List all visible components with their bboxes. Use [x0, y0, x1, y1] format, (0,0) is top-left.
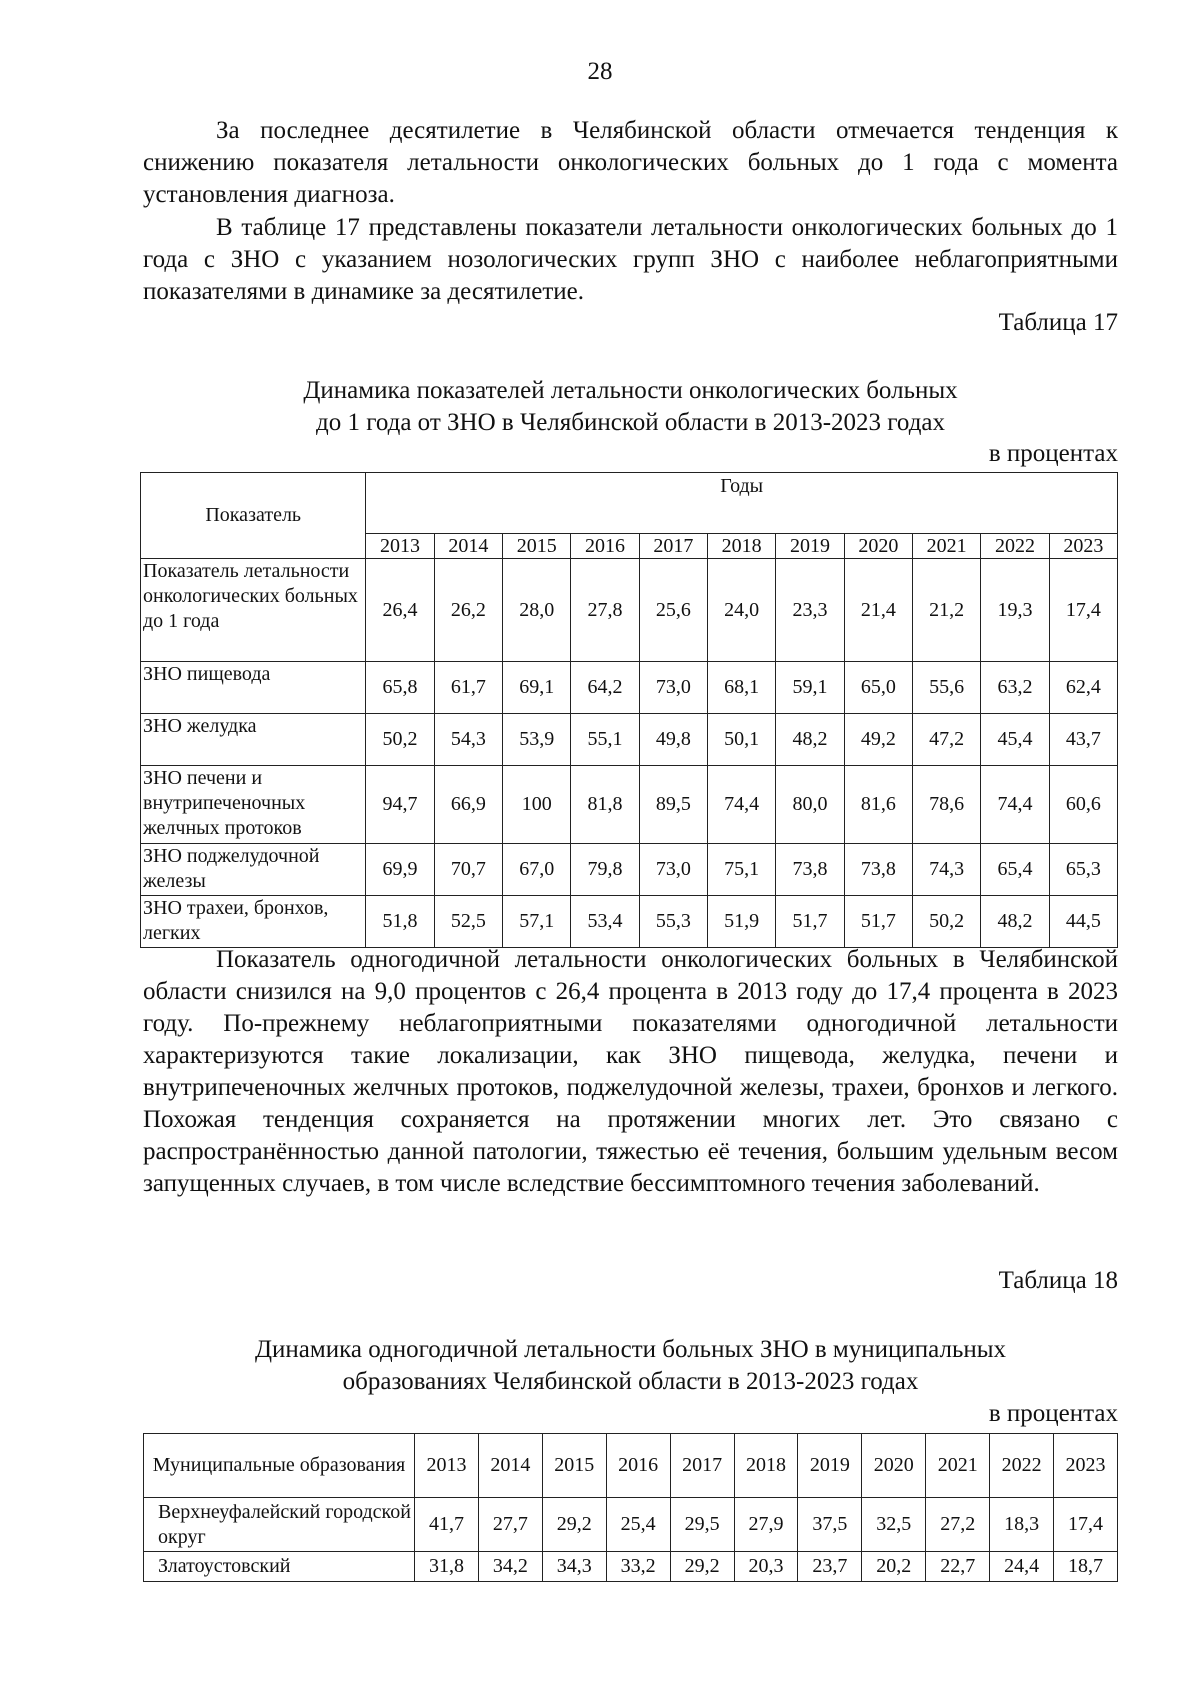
year-header: 2013	[415, 1434, 479, 1498]
year-header: 2023	[1049, 534, 1117, 559]
table-row	[141, 896, 1118, 948]
table-cell: 18,3	[990, 1498, 1054, 1552]
table-cell: 55,3	[639, 896, 707, 948]
table-18-caption-line1: Динамика одногодичной летальности больных ЗНО в муниципальных	[254, 1336, 1007, 1363]
table-row	[141, 662, 1118, 714]
table-row	[141, 844, 1118, 896]
year-header: 2018	[708, 534, 776, 559]
table-cell: 47,2	[913, 714, 981, 766]
table-cell: 67,0	[503, 844, 571, 896]
table-cell: 21,2	[913, 559, 981, 662]
table-cell: 17,4	[1054, 1498, 1118, 1552]
table-17-units: в процентах	[988, 440, 1118, 467]
table-cell: 81,6	[844, 766, 912, 844]
year-header: 2021	[926, 1434, 990, 1498]
table-cell: 51,7	[776, 896, 844, 948]
table-cell: 25,4	[606, 1498, 670, 1552]
table-row	[144, 1552, 1118, 1582]
table-18-label: Таблица 18	[998, 1267, 1118, 1294]
year-header: 2019	[798, 1434, 862, 1498]
table-cell: 43,7	[1049, 714, 1117, 766]
year-header: 2016	[606, 1434, 670, 1498]
table-cell: 24,0	[708, 559, 776, 662]
year-header: 2018	[734, 1434, 798, 1498]
table-18-header-row	[144, 1434, 1118, 1498]
table-cell: 18,7	[1054, 1552, 1118, 1582]
table-cell: 81,8	[571, 766, 639, 844]
table-cell: 65,0	[844, 662, 912, 714]
table-cell: 29,2	[542, 1498, 606, 1552]
table-cell: 28,0	[503, 559, 571, 662]
paragraph-table17-intro: В таблице 17 представлены показатели летальности онкологических больных до 1 года с ЗНО с указанием нозологических групп ЗНО с наиболее неблагоприятными показателями в динамике за десятилетие.	[143, 214, 1118, 305]
table-cell: 65,3	[1049, 844, 1117, 896]
year-header: 2023	[1054, 1434, 1118, 1498]
year-header: 2017	[639, 534, 707, 559]
table-cell: 48,2	[776, 714, 844, 766]
table-cell: 26,4	[366, 559, 434, 662]
table-cell: 49,2	[844, 714, 912, 766]
table-cell: 27,2	[926, 1498, 990, 1552]
row-label: Показатель летальности онкологических больных до 1 года	[141, 559, 366, 662]
table-cell: 33,2	[606, 1552, 670, 1582]
table-cell: 73,8	[844, 844, 912, 896]
year-header: 2017	[670, 1434, 734, 1498]
table-cell: 80,0	[776, 766, 844, 844]
table-cell: 73,0	[639, 844, 707, 896]
table-cell: 17,4	[1049, 559, 1117, 662]
table-cell: 19,3	[981, 559, 1049, 662]
table-cell: 20,2	[862, 1552, 926, 1582]
table-cell: 65,4	[981, 844, 1049, 896]
table-cell: 27,9	[734, 1498, 798, 1552]
table-cell: 53,4	[571, 896, 639, 948]
year-header: 2022	[990, 1434, 1054, 1498]
year-header: 2015	[542, 1434, 606, 1498]
row-label: ЗНО пищевода	[141, 662, 366, 714]
table-cell: 54,3	[434, 714, 502, 766]
paragraph-analysis: Показатель одногодичной летальности онкологических больных в Челябинской области снизился на 9,0 процентов с 26,4 процента в 2013 году до 17,4 процента в 2023 году. По-прежнему неблагоприятными показателями одногодичной летальности характеризуются такие локализации, как ЗНО пищевода, желудка, печени и внутрипеченочных желчных протоков, поджелудочной железы, трахеи, бронхов и легкого. Похожая тенденция сохраняется на протяжении многих лет. Это связано с распространённостью данной патологии, тяжестью её течения, большим удельным весом запущенных случаев, в том числе вследствие бессимптомного течения заболеваний.	[143, 946, 1118, 1197]
table-cell: 26,2	[434, 559, 502, 662]
table-cell: 27,8	[571, 559, 639, 662]
table-cell: 34,3	[542, 1552, 606, 1582]
table-cell: 51,8	[366, 896, 434, 948]
table-cell: 52,5	[434, 896, 502, 948]
year-header: 2019	[776, 534, 844, 559]
table-cell: 57,1	[503, 896, 571, 948]
table-cell: 24,4	[990, 1552, 1054, 1582]
table-cell: 50,2	[366, 714, 434, 766]
table-cell: 78,6	[913, 766, 981, 844]
row-label: ЗНО печени и внутрипеченочных желчных протоков	[141, 766, 366, 844]
table-18-caption	[143, 1334, 1118, 1398]
year-header: 2014	[434, 534, 502, 559]
table-cell: 20,3	[734, 1552, 798, 1582]
table-cell: 22,7	[926, 1552, 990, 1582]
row-label: Златоустовский	[144, 1552, 415, 1582]
table-row	[141, 559, 1118, 662]
year-header: 2013	[366, 534, 434, 559]
table-cell: 49,8	[639, 714, 707, 766]
table-row	[144, 1498, 1118, 1552]
table-17-caption-line2: до 1 года от ЗНО в Челябинской области в 2013-2023 годах	[315, 409, 946, 436]
table-cell: 68,1	[708, 662, 776, 714]
table-cell: 44,5	[1049, 896, 1117, 948]
table-18-caption-line2: образованиях Челябинской области в 2013-2023 годах	[342, 1368, 919, 1395]
table-cell: 29,2	[670, 1552, 734, 1582]
table-cell: 79,8	[571, 844, 639, 896]
table-cell: 34,2	[478, 1552, 542, 1582]
page-number: 28	[587, 58, 613, 85]
table-cell: 29,5	[670, 1498, 734, 1552]
table-cell: 51,9	[708, 896, 776, 948]
year-header: 2020	[844, 534, 912, 559]
year-header: 2020	[862, 1434, 926, 1498]
year-header: 2016	[571, 534, 639, 559]
row-label: ЗНО трахеи, бронхов, легких	[141, 896, 366, 948]
table-17-header-years: Годы	[366, 473, 1118, 534]
row-label: Верхнеуфалейский городской округ	[144, 1498, 415, 1552]
table-cell: 50,1	[708, 714, 776, 766]
table-17-label: Таблица 17	[998, 309, 1118, 336]
table-cell: 62,4	[1049, 662, 1117, 714]
table-cell: 75,1	[708, 844, 776, 896]
table-cell: 60,6	[1049, 766, 1117, 844]
table-cell: 45,4	[981, 714, 1049, 766]
table-18-units: в процентах	[988, 1400, 1118, 1427]
year-header: 2015	[503, 534, 571, 559]
table-18-header-label: Муниципальные образования	[144, 1434, 415, 1498]
table-cell: 55,6	[913, 662, 981, 714]
table-cell: 63,2	[981, 662, 1049, 714]
table-17	[140, 472, 1118, 948]
row-label: ЗНО желудка	[141, 714, 366, 766]
table-cell: 27,7	[478, 1498, 542, 1552]
table-cell: 55,1	[571, 714, 639, 766]
table-row	[141, 714, 1118, 766]
table-cell: 94,7	[366, 766, 434, 844]
table-cell: 61,7	[434, 662, 502, 714]
year-header: 2022	[981, 534, 1049, 559]
paragraph-intro: За последнее десятилетие в Челябинской области отмечается тенденция к снижению показателя летальности онкологических больных до 1 года с момента установления диагноза.	[143, 117, 1118, 208]
table-cell: 89,5	[639, 766, 707, 844]
table-cell: 73,8	[776, 844, 844, 896]
table-18	[143, 1433, 1118, 1582]
table-cell: 65,8	[366, 662, 434, 714]
table-cell: 69,9	[366, 844, 434, 896]
table-cell: 23,3	[776, 559, 844, 662]
table-cell: 48,2	[981, 896, 1049, 948]
table-cell: 70,7	[434, 844, 502, 896]
table-cell: 31,8	[415, 1552, 479, 1582]
table-cell: 100	[503, 766, 571, 844]
year-header: 2021	[913, 534, 981, 559]
table-cell: 74,3	[913, 844, 981, 896]
table-cell: 21,4	[844, 559, 912, 662]
table-cell: 74,4	[708, 766, 776, 844]
table-cell: 41,7	[415, 1498, 479, 1552]
table-17-caption	[143, 375, 1118, 439]
table-cell: 66,9	[434, 766, 502, 844]
table-cell: 50,2	[913, 896, 981, 948]
table-cell: 73,0	[639, 662, 707, 714]
table-cell: 59,1	[776, 662, 844, 714]
table-17-header-indicator: Показатель	[141, 473, 366, 559]
table-cell: 23,7	[798, 1552, 862, 1582]
table-cell: 69,1	[503, 662, 571, 714]
table-cell: 51,7	[844, 896, 912, 948]
table-17-caption-line1: Динамика показателей летальности онкологических больных	[303, 377, 958, 404]
table-cell: 53,9	[503, 714, 571, 766]
year-header: 2014	[478, 1434, 542, 1498]
table-cell: 32,5	[862, 1498, 926, 1552]
table-cell: 25,6	[639, 559, 707, 662]
row-label: ЗНО поджелудочной железы	[141, 844, 366, 896]
table-cell: 64,2	[571, 662, 639, 714]
table-cell: 74,4	[981, 766, 1049, 844]
table-row	[141, 766, 1118, 844]
table-cell: 37,5	[798, 1498, 862, 1552]
